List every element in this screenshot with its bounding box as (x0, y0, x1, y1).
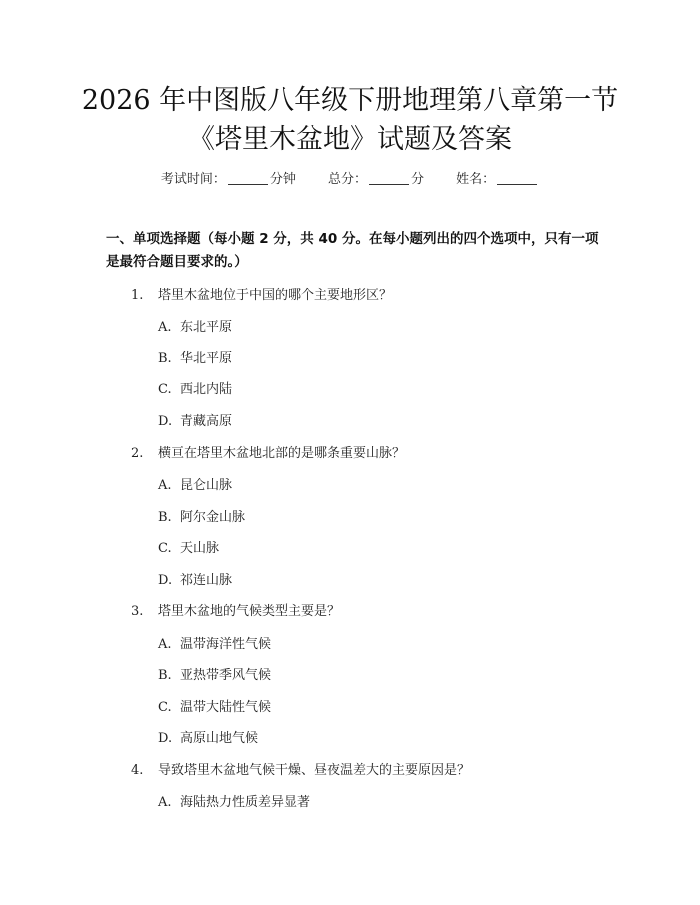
question-text: 塔里木盆地的气候类型主要是？ (158, 604, 341, 619)
question-1-option-b (158, 347, 232, 366)
question-2 (131, 442, 405, 461)
option-text: 高原山地气候 (180, 731, 259, 746)
question-3-option-a (158, 633, 271, 652)
section-heading: 一、单项选择题（每小题 2 分，共 40 分。在每小题列出的四个选项中，只有一项是最符合题目要求的。） (106, 231, 599, 270)
option-letter: D. (158, 731, 173, 746)
question-number: 4. (131, 763, 144, 778)
total-score-label: 总分： (327, 172, 367, 187)
exam-time-field (161, 168, 296, 187)
option-text: 东北平原 (180, 320, 233, 335)
option-text: 昆仑山脉 (180, 478, 233, 493)
question-text: 导致塔里木盆地气候干燥、昼夜温差大的主要原因是？ (158, 763, 471, 778)
option-text: 天山脉 (180, 541, 220, 556)
option-text: 温带海洋性气候 (180, 637, 272, 652)
exam-time-label: 考试时间： (160, 172, 226, 187)
question-1-option-c (158, 378, 232, 397)
option-text: 祁连山脉 (180, 573, 233, 588)
question-3-option-d (158, 727, 258, 746)
option-letter: A. (158, 795, 172, 810)
option-letter: A. (158, 478, 172, 493)
option-letter: D. (158, 573, 173, 588)
question-1-option-a (158, 316, 232, 335)
total-score-blank (369, 172, 409, 185)
question-1 (131, 284, 392, 303)
question-3-option-b (158, 664, 271, 683)
option-text: 阿尔金山脉 (180, 510, 246, 525)
question-text: 塔里木盆地位于中国的哪个主要地形区？ (158, 288, 393, 303)
question-number: 1. (131, 288, 144, 303)
option-letter: C. (158, 541, 172, 556)
question-4-option-a (158, 791, 310, 810)
option-text: 海陆热力性质差异显著 (180, 795, 311, 810)
option-text: 华北平原 (180, 351, 233, 366)
option-letter: C. (158, 700, 172, 715)
option-letter: B. (158, 668, 172, 683)
exam-time-unit: 分钟 (269, 172, 296, 187)
option-letter: B. (158, 510, 172, 525)
name-field (456, 168, 539, 187)
question-1-option-d (158, 410, 232, 429)
name-label: 姓名： (456, 172, 496, 187)
question-3-option-c (158, 696, 271, 715)
question-4 (131, 759, 470, 778)
page-title-line2: 《塔里木盆地》试题及答案 (188, 124, 512, 155)
total-score-field (328, 168, 424, 187)
exam-meta (0, 168, 700, 187)
total-score-unit: 分 (411, 172, 425, 187)
option-text: 西北内陆 (180, 382, 233, 397)
question-2-option-a (158, 474, 232, 493)
option-letter: B. (158, 351, 172, 366)
question-2-option-c (158, 537, 219, 556)
option-text: 青藏高原 (180, 414, 233, 429)
question-3 (131, 600, 340, 619)
option-text: 亚热带季风气候 (180, 668, 272, 683)
exam-time-blank (228, 172, 268, 185)
option-text: 温带大陆性气候 (180, 700, 272, 715)
question-number: 2. (131, 446, 144, 461)
option-letter: A. (158, 637, 172, 652)
option-letter: C. (158, 382, 172, 397)
question-2-option-b (158, 506, 245, 525)
name-blank (497, 172, 537, 185)
question-2-option-d (158, 569, 232, 588)
question-number: 3. (131, 604, 144, 619)
question-text: 横亘在塔里木盆地北部的是哪条重要山脉？ (158, 446, 406, 461)
option-letter: A. (158, 320, 172, 335)
option-letter: D. (158, 414, 173, 429)
page-title-line1: 2026 年中图版八年级下册地理第八章第一节 (81, 85, 619, 116)
